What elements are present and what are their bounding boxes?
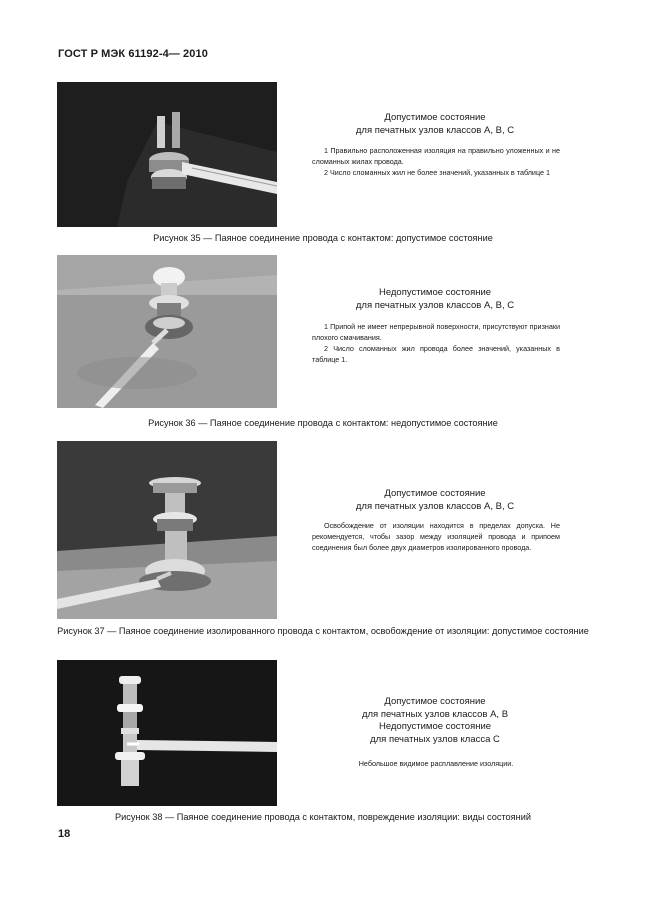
figure-38-state (310, 696, 560, 746)
figure-37-photo (57, 441, 277, 619)
note: Освобождение от изоляции находится в пределах допуска. Не рекомендуется, чтобы зазор между изоляцией провода и припоем соединения был более двух диаметров изолированного провода. (312, 521, 560, 552)
figure-37-notes (312, 520, 560, 553)
note: 2 Число сломанных жил провода более значений, указанных в таблице 1. (312, 344, 560, 364)
figure-36-notes (312, 321, 560, 365)
state-line: для печатных узлов классов А, В, С (355, 500, 515, 512)
state-line: Недопустимое состояние (378, 287, 492, 298)
state-line: Допустимое состояние (384, 696, 486, 707)
state-line: Допустимое состояние (384, 112, 486, 123)
note: Небольшое видимое расплавление изоляции. (358, 759, 514, 768)
figure-36-caption: Рисунок 36 — Паяное соединение провода с контактом: недопустимое состояние (148, 418, 498, 428)
figure-35-photo (57, 82, 277, 227)
figure-35-notes (312, 145, 560, 178)
state-line: Допустимое состояние (384, 488, 486, 499)
note: 1 Припой не имеет непрерывной поверхности, присутствуют признаки плохого смачивания. (312, 322, 560, 342)
figure-35-caption: Рисунок 35 — Паяное соединение провода с контактом: допустимое состояние (153, 233, 493, 243)
figure-36-photo (57, 255, 277, 408)
document-header: ГОСТ Р МЭК 61192-4— 2010 (58, 48, 208, 60)
note: 1 Правильно расположенная изоляция на правильно уложенных и не сломанных жилах провода. (312, 146, 560, 166)
figure-37-state (310, 488, 560, 513)
state-line: Недопустимое состояние (378, 721, 492, 732)
note: 2 Число сломанных жил не более значений, указанных в таблице 1 (324, 168, 550, 177)
state-line: для печатных узлов классов А, В (361, 708, 509, 720)
page-number: 18 (58, 828, 71, 840)
figure-38-caption: Рисунок 38 — Паяное соединение провода с контактом, повреждение изоляции: виды состояний (115, 812, 531, 822)
state-line: для печатных узлов класса С (370, 733, 500, 745)
figure-38-notes (312, 758, 560, 769)
figure-38-photo (57, 660, 277, 806)
state-line: для печатных узлов классов А, В, С (355, 124, 515, 136)
figure-36-state (310, 287, 560, 312)
figure-35-state (310, 112, 560, 137)
state-line: для печатных узлов классов А, В, С (355, 299, 515, 311)
figure-37-caption: Рисунок 37 — Паяное соединение изолированного провода с контактом, освобождение от изоляции: допустимое состояние (57, 626, 589, 636)
